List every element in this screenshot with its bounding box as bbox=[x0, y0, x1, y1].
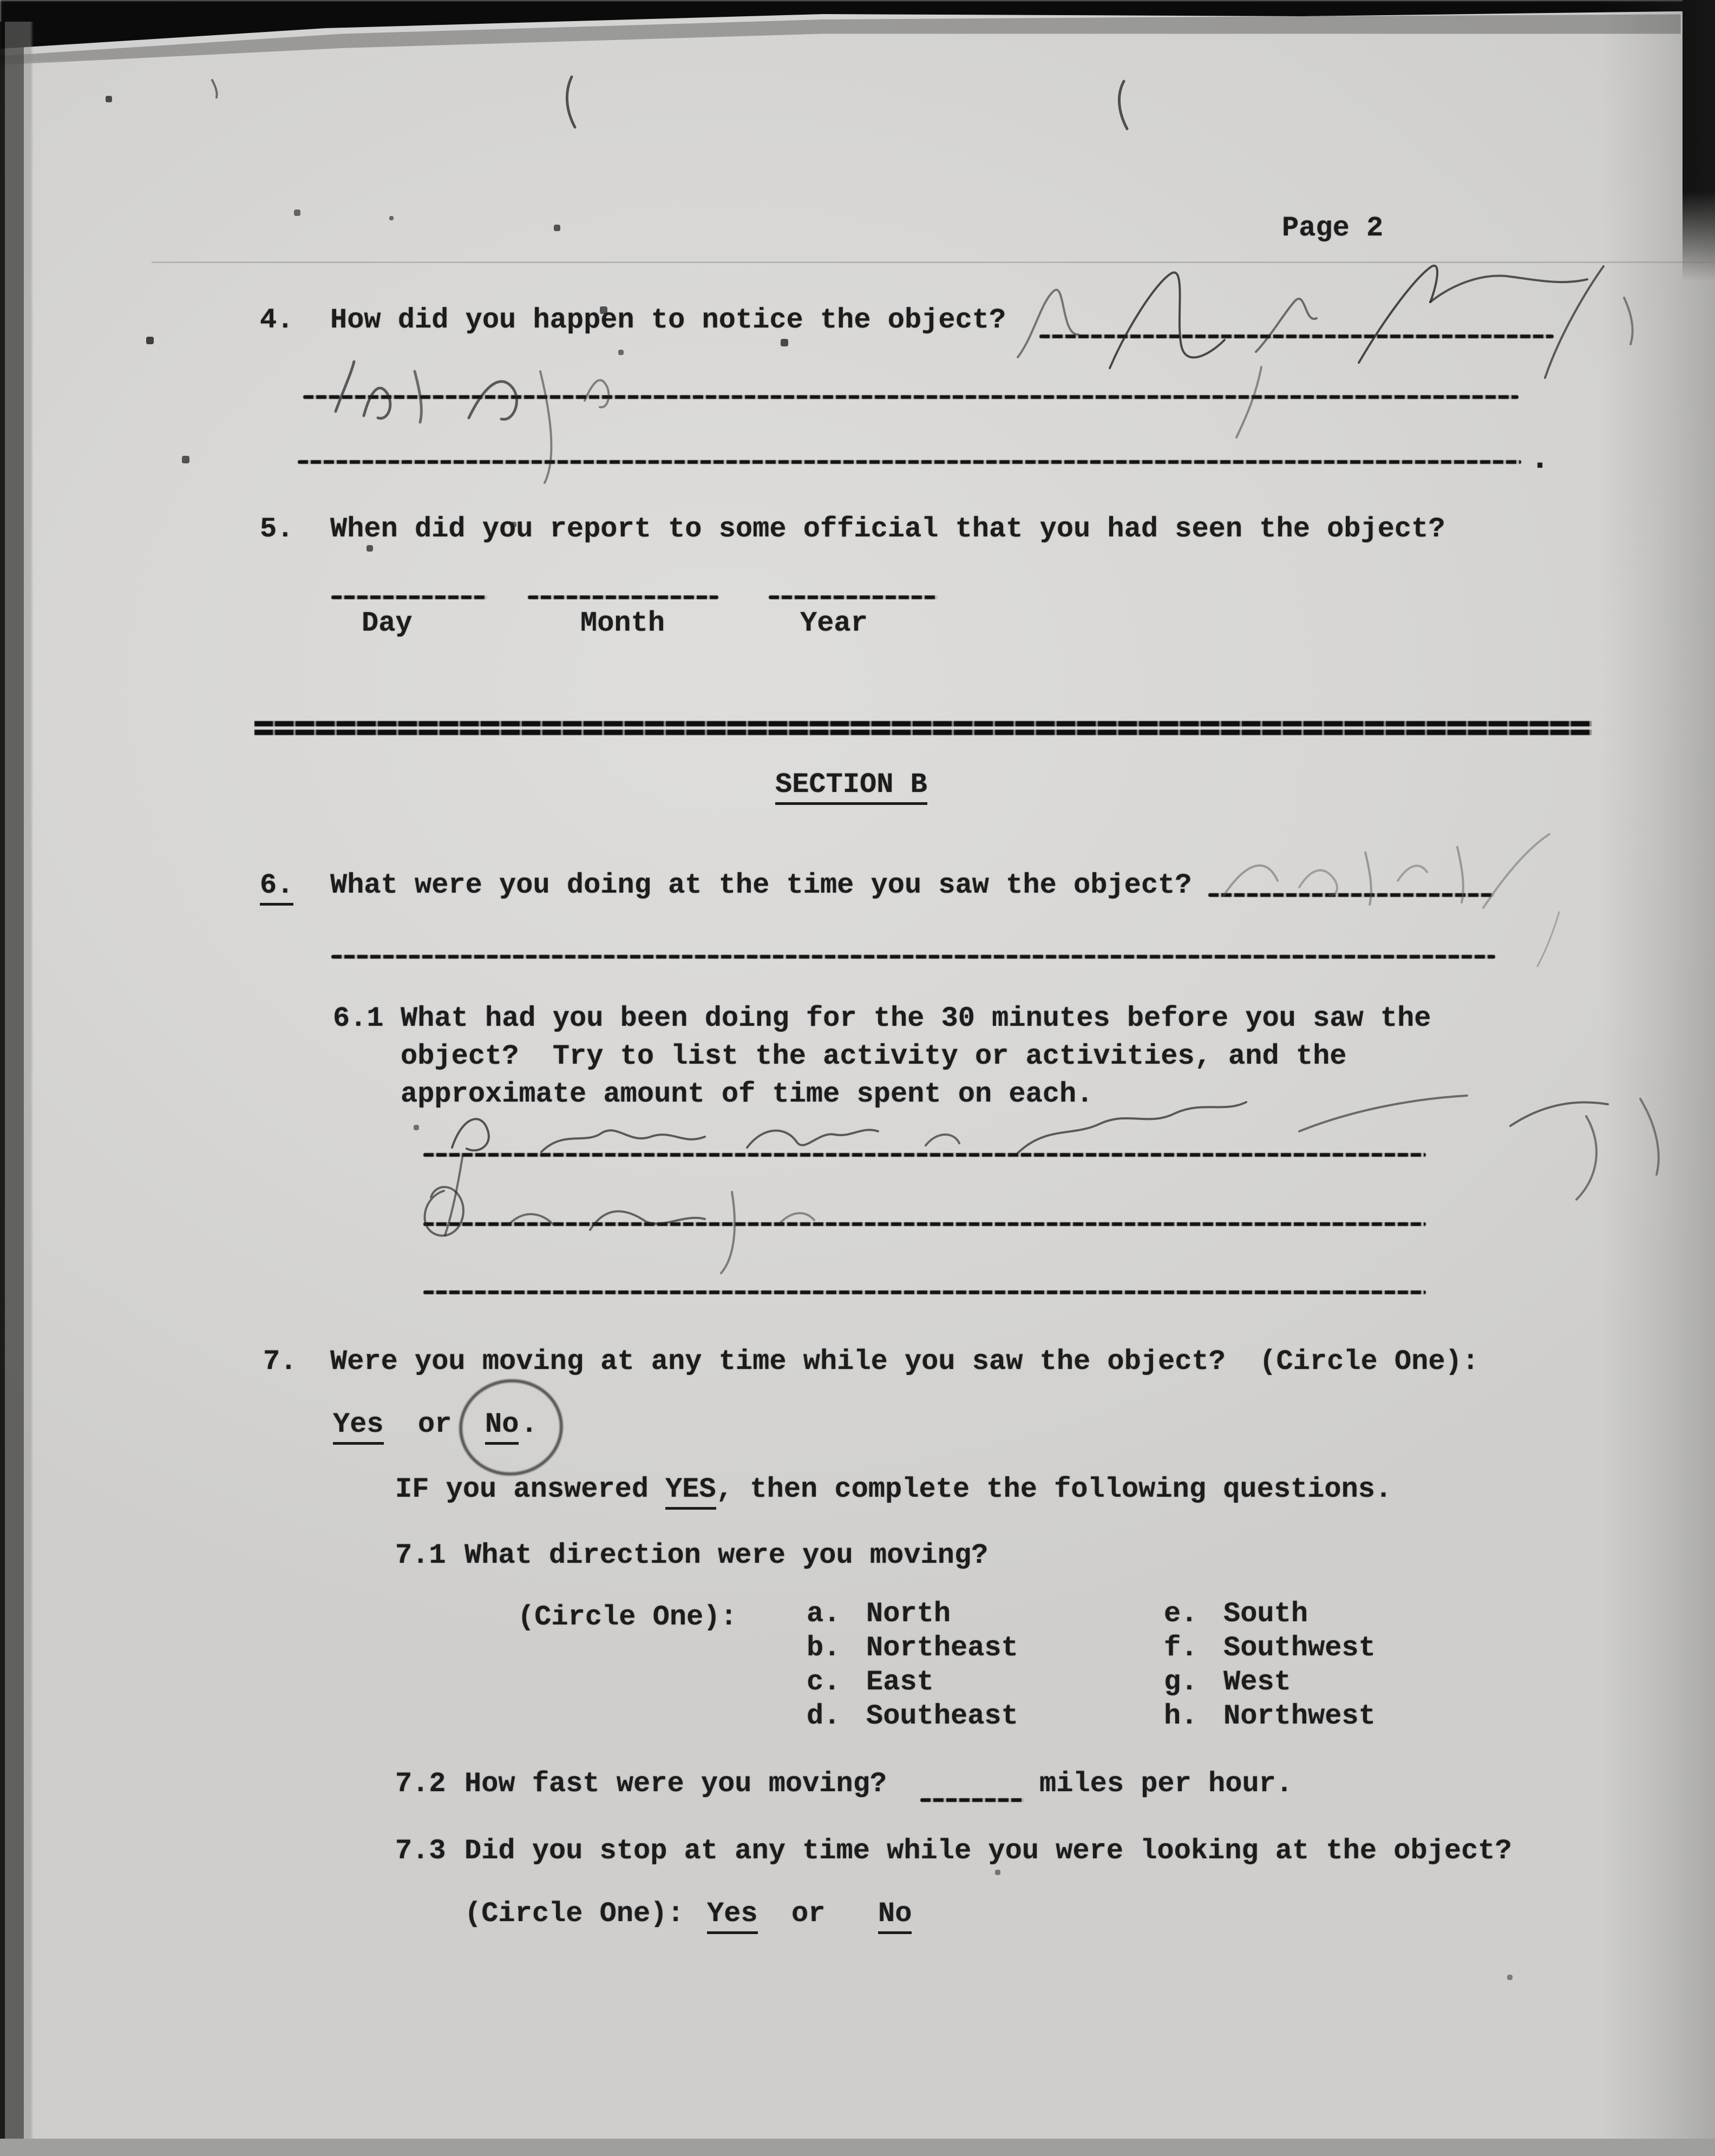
section-b-title: SECTION B bbox=[775, 769, 927, 805]
question-7-number: 7. bbox=[263, 1346, 297, 1378]
q7-3-or-text: or bbox=[791, 1898, 826, 1930]
page-number: Page 2 bbox=[1282, 212, 1384, 244]
q7-3-circle-one-label: (Circle One): bbox=[464, 1898, 684, 1930]
scan-left-strip bbox=[0, 22, 34, 2156]
direction-option-label-south: South bbox=[1223, 1598, 1308, 1630]
q5-year-line bbox=[769, 595, 938, 599]
question-7-1-text: What direction were you moving? bbox=[464, 1539, 989, 1571]
question-5-text: When did you report to some official that you had seen the object? bbox=[330, 513, 1445, 545]
question-6-1-line2: object? Try to list the activity or activities, and the bbox=[401, 1040, 1347, 1072]
q5-month-label: Month bbox=[580, 607, 665, 639]
q5-year-label: Year bbox=[800, 607, 868, 639]
q4-handwriting-line2 bbox=[303, 336, 899, 498]
q7-2-unit-suffix: miles per hour. bbox=[1039, 1768, 1293, 1800]
direction-option-letter-b: b. bbox=[807, 1632, 841, 1664]
q5-day-line bbox=[331, 595, 487, 599]
q4-handwriting-line1 bbox=[1001, 233, 1651, 406]
question-7-3-number: 7.3 bbox=[395, 1835, 446, 1867]
direction-option-label-east: East bbox=[866, 1666, 934, 1698]
direction-option-label-west: West bbox=[1223, 1666, 1291, 1698]
direction-option-letter-g: g. bbox=[1164, 1666, 1198, 1698]
question-4-number: 4. bbox=[260, 304, 294, 336]
q7-3-yes-option: Yes bbox=[707, 1898, 758, 1934]
section-divider-bottom bbox=[254, 730, 1592, 735]
question-7-3-text: Did you stop at any time while you were looking at the object? bbox=[464, 1835, 1512, 1867]
question-6-text: What were you doing at the time you saw the object? bbox=[330, 869, 1192, 901]
question-6-1-number: 6.1 bbox=[333, 1002, 384, 1034]
direction-option-letter-c: c. bbox=[807, 1666, 841, 1698]
direction-option-label-southeast: Southeast bbox=[866, 1700, 1018, 1732]
direction-option-letter-e: e. bbox=[1164, 1598, 1198, 1630]
direction-option-letter-h: h. bbox=[1164, 1700, 1198, 1732]
question-6-number: 6. bbox=[260, 869, 293, 906]
q7-yes-option: Yes bbox=[333, 1408, 384, 1445]
q7-2-speed-blank bbox=[920, 1798, 1024, 1802]
q7-circled-no-annotation bbox=[454, 1373, 568, 1482]
scan-bottom-band bbox=[0, 2139, 1715, 2156]
direction-option-letter-f: f. bbox=[1164, 1632, 1198, 1664]
direction-option-label-southwest: Southwest bbox=[1223, 1632, 1376, 1664]
stray-pen-ticks bbox=[0, 0, 1715, 162]
question-6-1-line3: approximate amount of time spent on each. bbox=[401, 1078, 1094, 1110]
direction-option-letter-a: a. bbox=[807, 1598, 841, 1630]
q7-3-no-option: No bbox=[878, 1898, 912, 1934]
direction-option-label-northwest: Northwest bbox=[1223, 1700, 1376, 1732]
direction-option-label-north: North bbox=[866, 1598, 951, 1630]
q5-month-line bbox=[528, 595, 718, 599]
question-4-text: How did you happen to notice the object? bbox=[330, 304, 1006, 336]
q7-or-text: or bbox=[418, 1408, 452, 1440]
question-6-1-line1: What had you been doing for the 30 minutes before you saw the bbox=[401, 1002, 1431, 1034]
q7-no-option: No bbox=[485, 1408, 519, 1445]
question-7-text: Were you moving at any time while you saw the object? (Circle One): bbox=[330, 1346, 1479, 1378]
q6-answer-line-2 bbox=[331, 955, 1495, 959]
q6-1-handwriting-line2 bbox=[401, 1158, 920, 1299]
direction-option-letter-d: d. bbox=[807, 1700, 841, 1732]
question-7-2-number: 7.2 bbox=[395, 1768, 446, 1800]
direction-option-label-northeast: Northeast bbox=[866, 1632, 1018, 1664]
q6-handwriting bbox=[1202, 831, 1592, 939]
q7-if-yes-word: YES bbox=[665, 1473, 716, 1510]
question-7-2-text: How fast were you moving? bbox=[464, 1768, 887, 1800]
q7-1-circle-one-label: (Circle One): bbox=[518, 1601, 737, 1633]
question-7-1-number: 7.1 bbox=[395, 1539, 446, 1571]
q5-day-label: Day bbox=[362, 607, 413, 639]
question-5-number: 5. bbox=[260, 513, 294, 545]
q7-no-period: . bbox=[521, 1408, 538, 1440]
q7-if-yes-suffix: , then complete the following questions. bbox=[716, 1473, 1392, 1505]
q4-answer-end-period: . bbox=[1530, 440, 1550, 478]
q7-if-yes-prefix: IF you answered bbox=[395, 1473, 666, 1505]
section-divider-top bbox=[254, 721, 1592, 726]
